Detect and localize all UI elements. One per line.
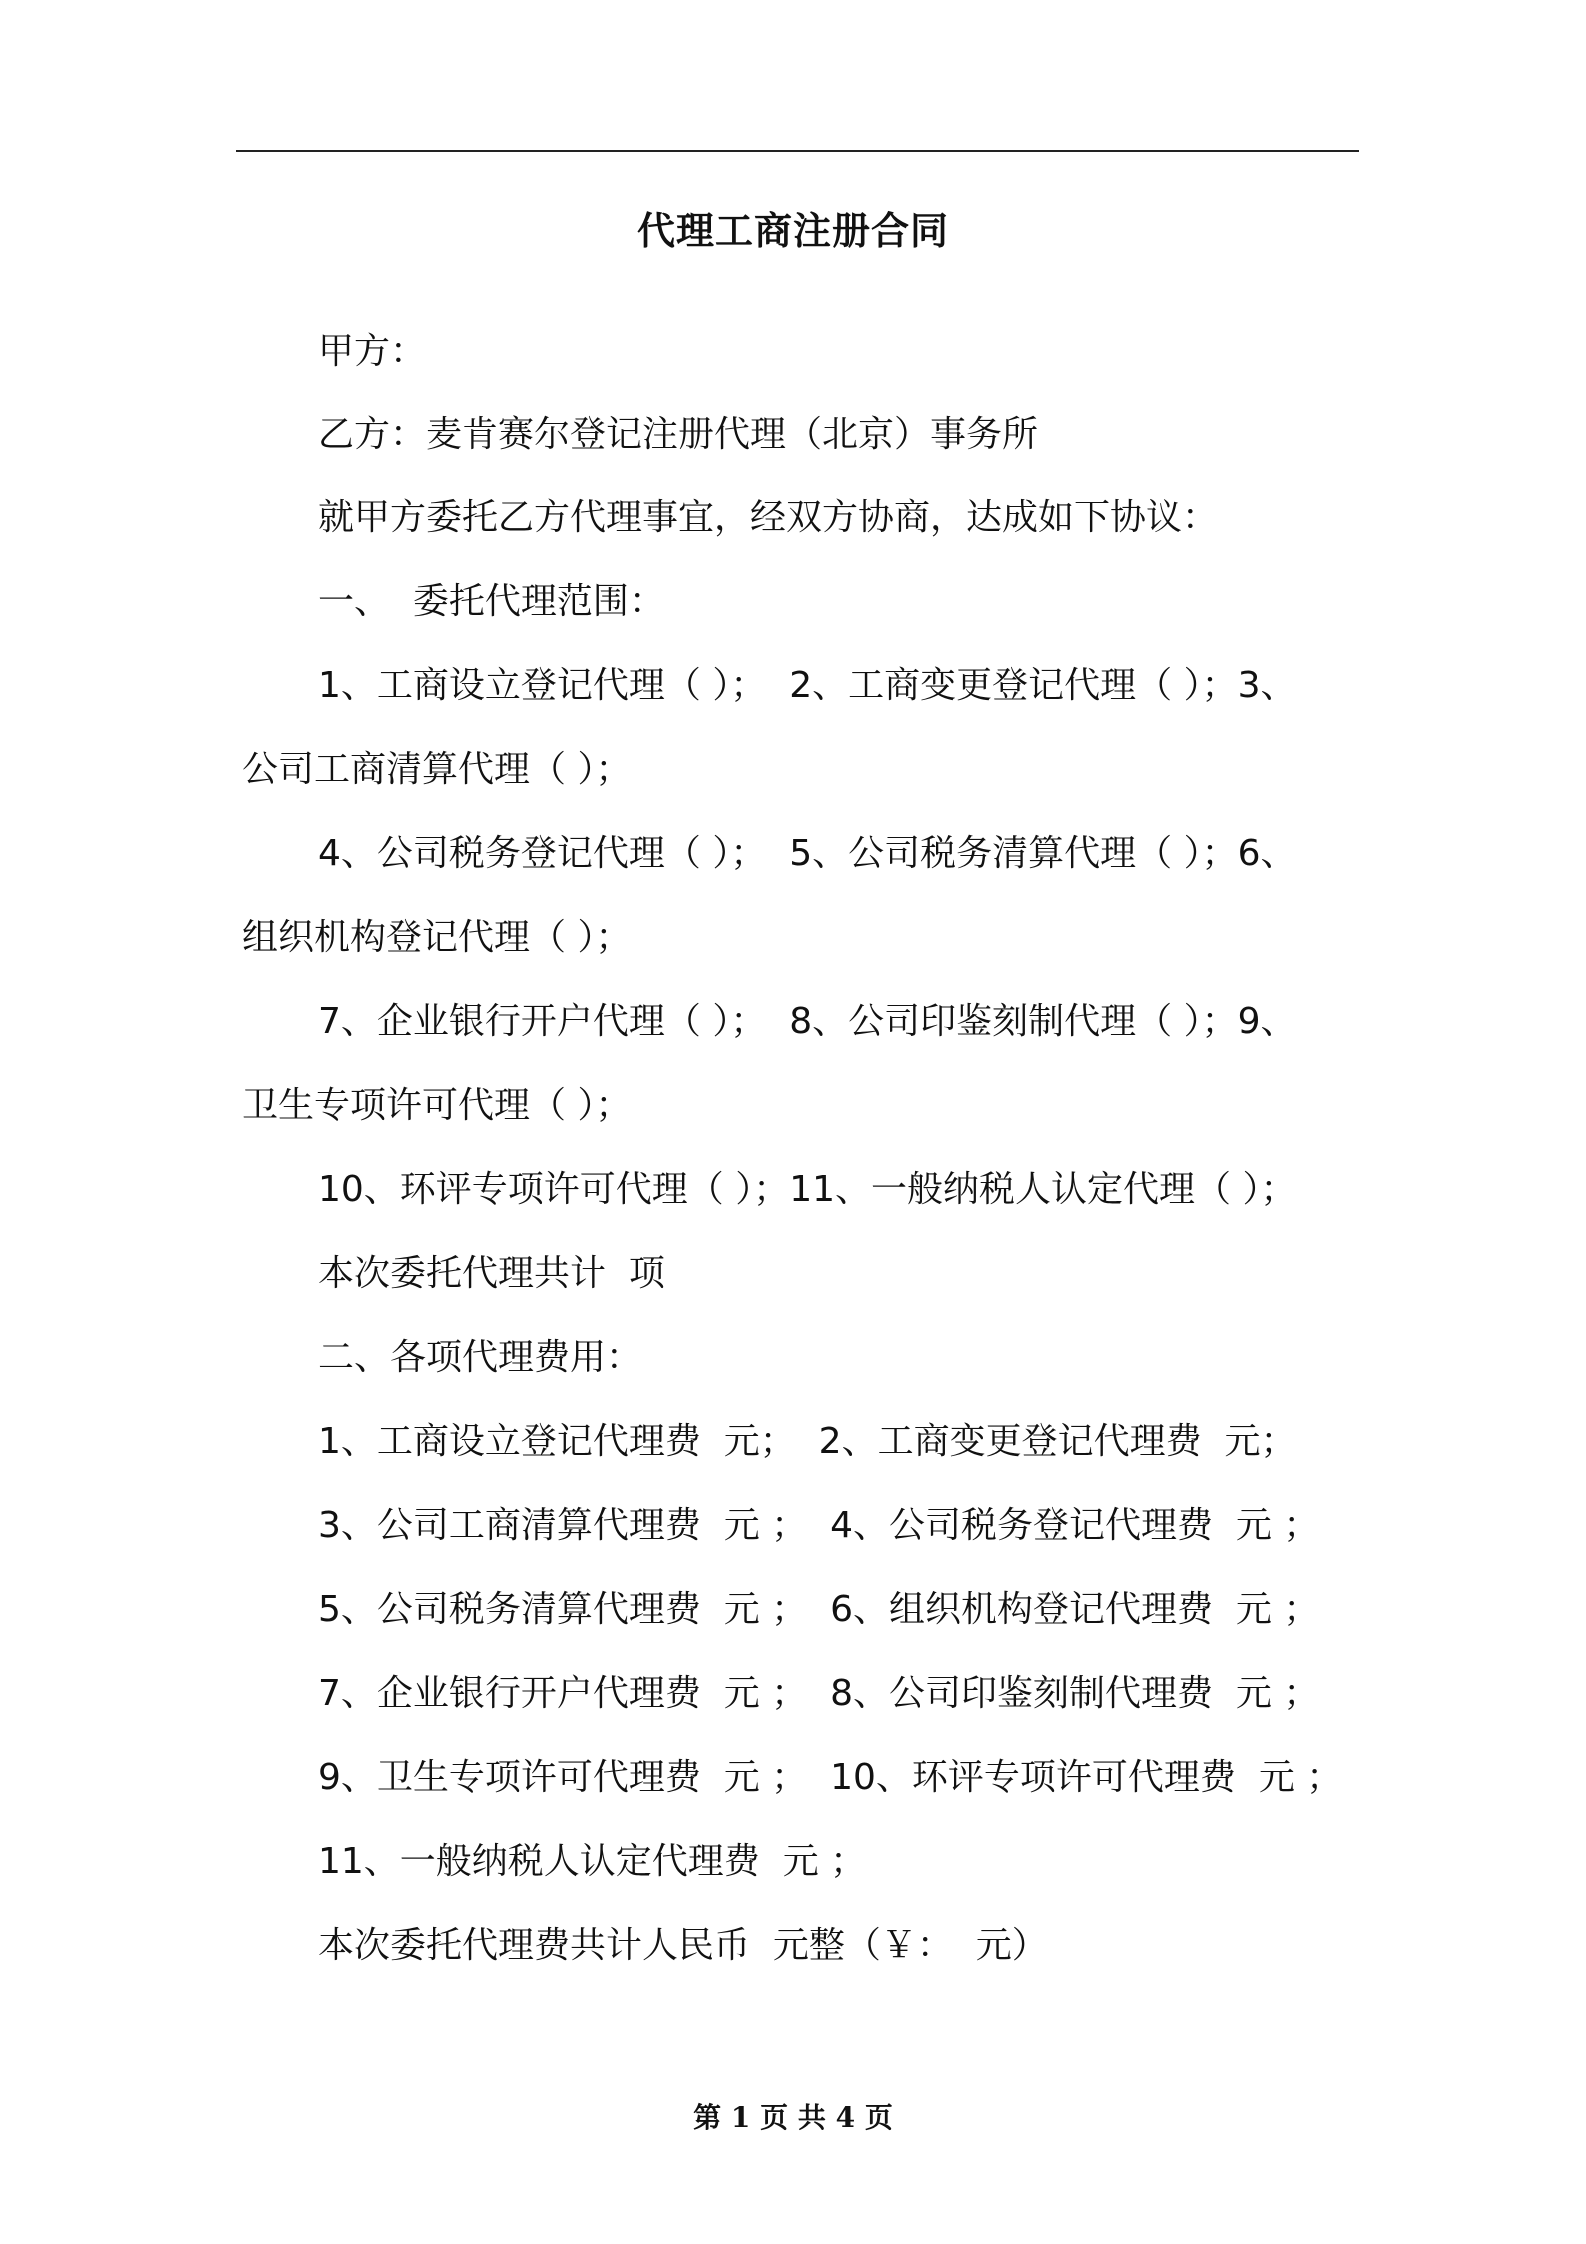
scope-line: 7、企业银行开户代理（ ）； 8、公司印鉴刻制代理（ ）；9、 (318, 1001, 1297, 1042)
scope-line: 4、公司税务登记代理（ ）； 5、公司税务清算代理（ ）；6、 (318, 833, 1297, 874)
section-1-heading: 一、 委托代理范围： (318, 581, 665, 622)
fee-total: 本次委托代理费共计人民币 元整（￥： 元） (318, 1925, 1048, 1966)
document-title: 代理工商注册合同 (636, 209, 949, 253)
section-2-heading: 二、各项代理费用： (318, 1337, 643, 1378)
party-a-line: 甲方： (318, 331, 427, 372)
page-footer: 第 1 页 共 4 页 (693, 2101, 893, 2134)
fee-line: 9、卫生专项许可代理费 元 ； 10、环评专项许可代理费 元 ； (318, 1757, 1343, 1798)
fee-line: 5、公司税务清算代理费 元 ； 6、组织机构登记代理费 元 ； (318, 1589, 1320, 1630)
fee-line: 3、公司工商清算代理费 元 ； 4、公司税务登记代理费 元 ； (318, 1505, 1320, 1546)
scope-line: 公司工商清算代理（ ）； (242, 749, 632, 790)
preamble: 就甲方委托乙方代理事宜，经双方协商，达成如下协议： (318, 497, 1219, 538)
party-b-line: 乙方：麦肯赛尔登记注册代理（北京）事务所 (318, 414, 1039, 455)
scope-line: 10、环评专项许可代理（ ）；11、一般纳税人认定代理（ ）； (318, 1169, 1297, 1210)
scope-line: 1、工商设立登记代理（ ）； 2、工商变更登记代理（ ）；3、 (318, 665, 1297, 706)
scope-total: 本次委托代理共计 项 (318, 1253, 665, 1294)
fee-line: 7、企业银行开户代理费 元 ； 8、公司印鉴刻制代理费 元 ； (318, 1673, 1320, 1714)
fee-line: 11、一般纳税人认定代理费 元 ； (318, 1841, 867, 1882)
scope-line: 卫生专项许可代理（ ）； (242, 1085, 632, 1126)
header-rule (236, 150, 1359, 152)
fee-line: 1、工商设立登记代理费 元； 2、工商变更登记代理费 元； (318, 1421, 1297, 1462)
scope-line: 组织机构登记代理（ ）； (242, 917, 632, 958)
